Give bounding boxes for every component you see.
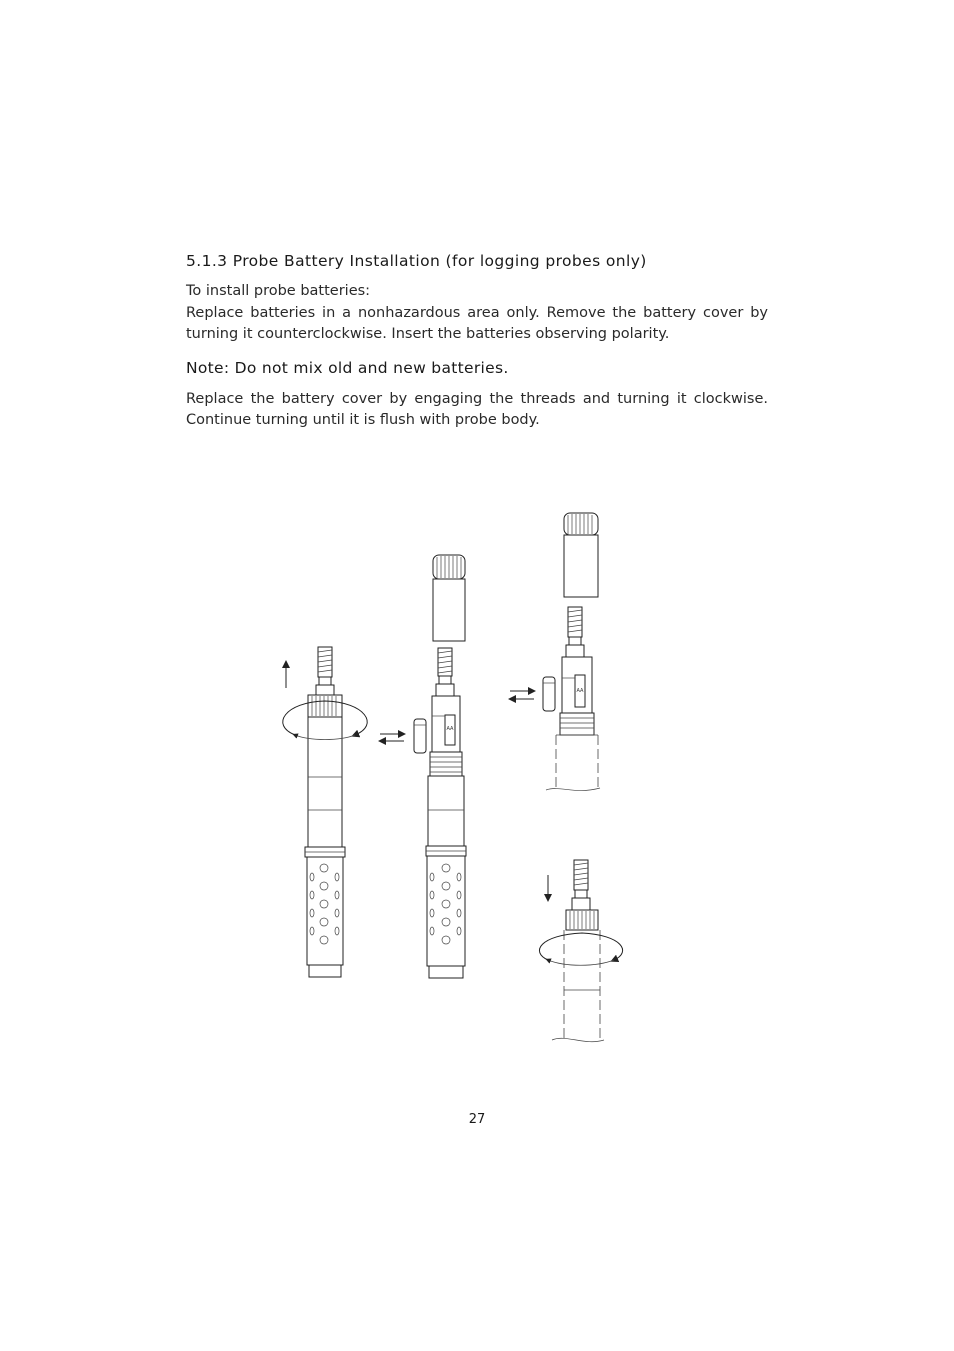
instruction-paragraph-2: Replace the battery cover by engaging the threads and turning it clockwise. Continue turning until it is flush with probe body. [186, 391, 768, 428]
instruction-paragraph-1: Replace batteries in a nonhazardous area only. Remove the battery cover by turning it counterclockwise. Insert the batteries observing polarity. [186, 305, 768, 342]
section-heading: 5.1.3 Probe Battery Installation (for logging probes only) [186, 252, 647, 270]
battery-note: Note: Do not mix old and new batteries. [186, 359, 509, 377]
probe-battery-open-icon [380, 555, 466, 978]
probe-cover-reattach-icon [539, 860, 622, 1042]
intro-text: To install probe batteries: [186, 283, 371, 299]
probe-battery-close-icon [510, 513, 600, 791]
probe-assembled-icon [283, 647, 367, 977]
page-number: 27 [468, 1112, 486, 1127]
svg-text:AA: AA [576, 688, 584, 694]
svg-text:AA: AA [446, 726, 454, 732]
